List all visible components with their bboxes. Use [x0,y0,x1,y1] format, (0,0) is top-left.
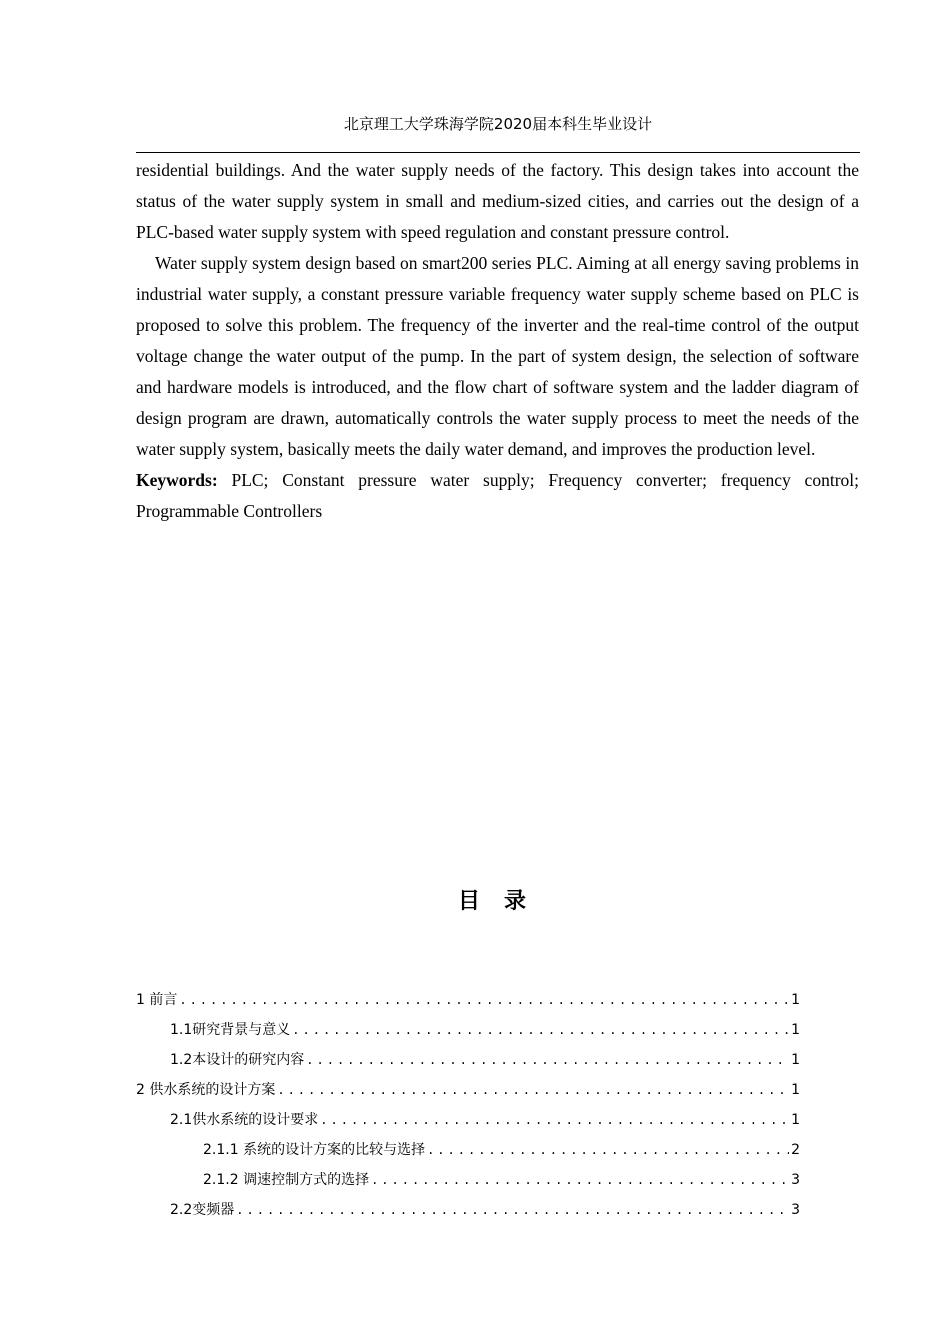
toc-entry[interactable] [136,988,800,1018]
toc-entry-label: 1 前言 [136,992,178,1008]
toc-entry[interactable] [136,1018,800,1048]
keywords-line [136,465,859,527]
toc-dot-leader [320,1108,789,1132]
toc-entry-label: 2.1.1 系统的设计方案的比较与选择 [203,1142,426,1158]
toc-entry-label: 2 供水系统的设计方案 [136,1082,276,1098]
toc-entry-page: 1 [791,1052,800,1068]
toc-entry[interactable] [136,1048,800,1078]
header-rule [136,152,860,153]
toc-dot-leader [427,1138,789,1162]
toc-entry-page: 1 [791,992,800,1008]
toc-dot-leader [292,1018,789,1042]
toc-dot-leader [236,1198,789,1222]
toc-entry[interactable] [136,1198,800,1228]
toc-entry-page: 1 [791,1022,800,1038]
table-of-contents [136,988,800,1228]
toc-dot-leader [179,988,789,1012]
toc-entry-label: 1.1研究背景与意义 [170,1022,291,1038]
page-header: 北京理工大学珠海学院2020届本科生毕业设计 [343,115,653,133]
toc-entry-page: 3 [791,1202,800,1218]
toc-entry[interactable] [136,1138,800,1168]
toc-entry-page: 1 [791,1112,800,1128]
toc-title: 目录 [457,889,550,914]
abstract-body [136,155,859,527]
toc-dot-leader [277,1078,789,1102]
toc-entry-page: 2 [791,1142,800,1158]
toc-entry-page: 1 [791,1082,800,1098]
keywords-text: PLC; Constant pressure water supply; Frequency converter; frequency control; Programmable Controllers [136,470,859,521]
toc-entry[interactable] [136,1108,800,1138]
toc-dot-leader [371,1168,789,1192]
keywords-label: Keywords: [136,470,218,490]
toc-dot-leader [306,1048,789,1072]
abstract-paragraph-2: Water supply system design based on smart200 series PLC. Aiming at all energy saving problems in industrial water supply, a constant pressure variable frequency water supply scheme based on PLC is proposed to solve this problem. The frequency of the inverter and the real-time control of the output voltage change the water output of the pump. In the part of system design, the selection of software and hardware models is introduced, and the flow chart of software system and the ladder diagram of design program are drawn, automatically controls the water supply process to meet the needs of the water supply system, basically meets the daily water demand, and improves the production level. [136,253,859,459]
toc-entry-label: 2.1供水系统的设计要求 [170,1112,319,1128]
toc-entry-label: 1.2本设计的研究内容 [170,1052,305,1068]
toc-entry-label: 2.1.2 调速控制方式的选择 [203,1172,370,1188]
abstract-paragraph-1: residential buildings. And the water supply needs of the factory. This design takes into account the status of the water supply system in small and medium-sized cities, and carries out the design of a PLC-based water supply system with speed regulation and constant pressure control. [136,160,859,242]
toc-entry-label: 2.2变频器 [170,1202,235,1218]
toc-entry-page: 3 [791,1172,800,1188]
toc-entry[interactable] [136,1168,800,1198]
toc-entry[interactable] [136,1078,800,1108]
